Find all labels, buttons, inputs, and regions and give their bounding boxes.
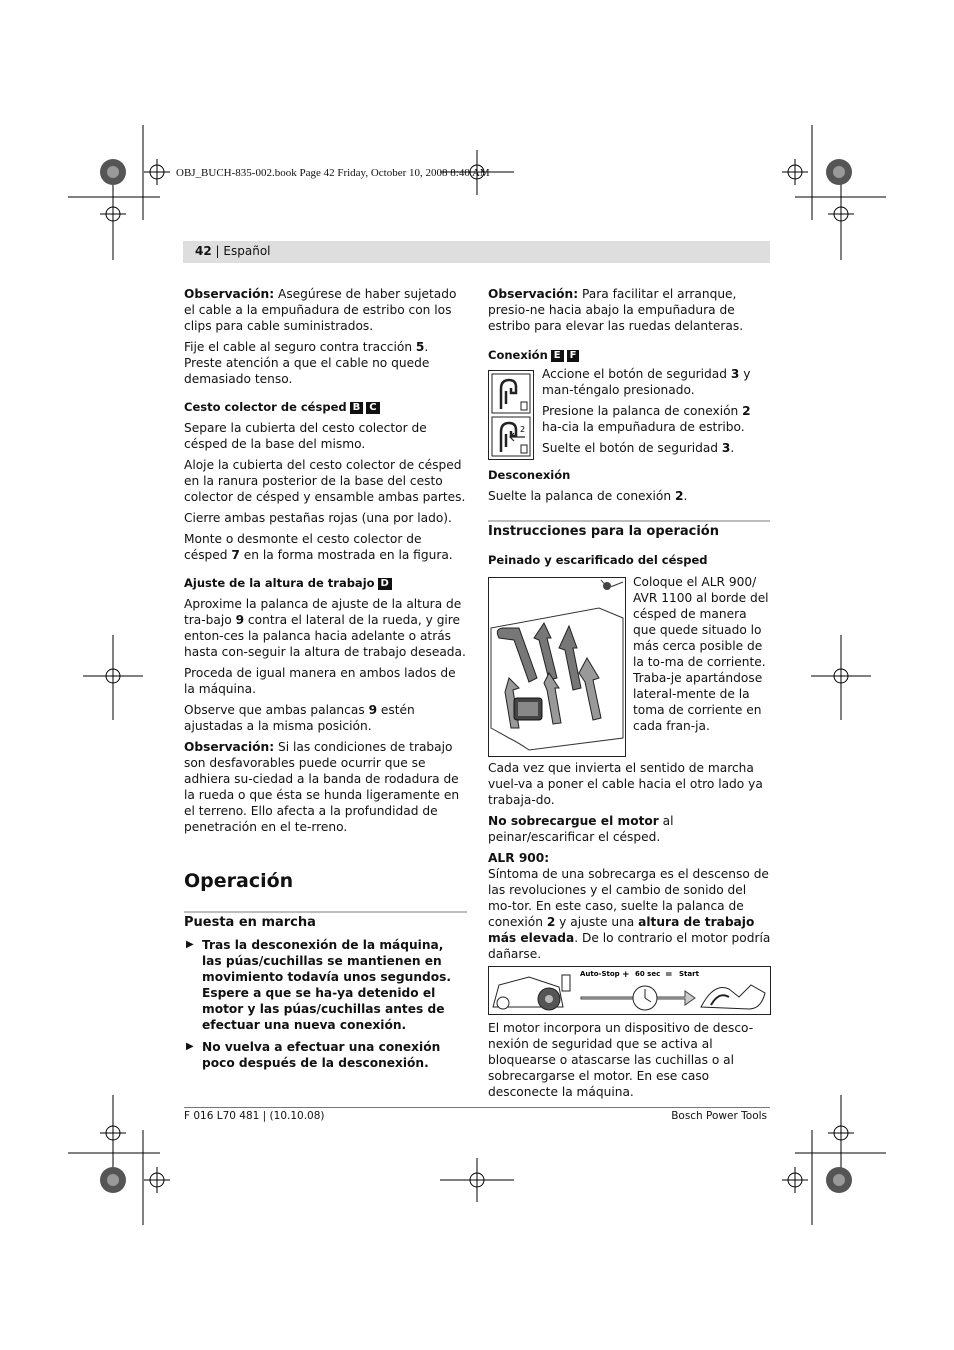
auto-stop-illustration xyxy=(489,967,770,1014)
section-heading-ajuste: Ajuste de la altura de trabajo D xyxy=(184,575,467,591)
page-number: 42 xyxy=(195,244,212,258)
section-rule xyxy=(488,520,770,522)
auto-stop-label: Auto-Stop xyxy=(580,970,620,978)
section-heading-instrucciones: Instrucciones para la operación xyxy=(488,524,719,539)
footer-doc-id: F 016 L70 481 | (10.10.08) xyxy=(184,1110,325,1122)
arrow-bullet-icon: ▶ xyxy=(186,1041,194,1052)
peinado-text: Coloque el ALR 900/ AVR 1100 al borde del césped de manera que quede situado lo más cerca posible de la to-ma de corriente. Traba-je apartándose lateral-mente de la toma de corriente en cada fran-ja. xyxy=(633,575,769,733)
alr-heading: ALR 900: xyxy=(488,851,550,865)
paragraph: Síntoma de una sobrecarga es el descenso de las revoluciones y el cambio de sonido del mo-tor. En este caso, suelte la palanca de conexión 2 y ajuste una altura de trabajo más elevada. De lo contrario el motor podría dañarse. xyxy=(488,867,771,961)
figure-ref-badge: B xyxy=(350,402,364,414)
paragraph: Aproxime la palanca de ajuste de la altura de tra-bajo 9 contra el lateral de la rueda, y gire enton-ces la palanca hacia adelante o atrás hasta con-seguir la altura de trabajo deseada. xyxy=(184,597,466,659)
note-paragraph: Observación: Asegúrese de haber sujetado el cable a la empuñadura de estribo con los clips para cable suministrados. xyxy=(184,287,457,333)
section-heading-cesto: Cesto colector de césped B C xyxy=(184,399,467,415)
header-separator: | xyxy=(215,244,220,258)
desconexion-block xyxy=(488,467,771,509)
paragraph: Monte o desmonte el cesto colector de césped 7 en la forma mostrada en la figura. xyxy=(184,532,453,562)
header-language: Español xyxy=(223,244,271,258)
right-column-top xyxy=(488,286,771,368)
figure-ref-badge: F xyxy=(567,350,580,362)
warning-list xyxy=(184,937,467,1077)
paragraph: Proceda de igual manera en ambos lados de la máquina. xyxy=(184,666,456,696)
section-heading-puesta: Puesta en marcha xyxy=(184,915,316,930)
motor-protection-paragraph: El motor incorpora un dispositivo de desco-nexión de seguridad que se activa al bloquearse o atascarse las cuchillas o al sobrecargarse el motor. En ese caso desconecte la máquina. xyxy=(488,1021,754,1099)
equals-label: = xyxy=(665,970,673,980)
step: Presione la palanca de conexión 2 ha-cia la empuñadura de estribo. xyxy=(542,404,751,434)
lawn-pattern-figure xyxy=(488,577,626,757)
paragraph: Suelte la palanca de conexión 2. xyxy=(488,489,688,503)
auto-stop-figure xyxy=(488,966,771,1015)
switch-procedure-figure xyxy=(488,370,534,460)
note-paragraph: Observación: Si las condiciones de trabajo son desfavorables puede ocurrir que se adhiera su-ciedad a la banda de rodadura de la rueda o que ésta se hunda ligeramente en el terreno. Ello afecta a la profundidad de penetración en el te-rreno. xyxy=(184,740,460,834)
switch-handle-icon xyxy=(489,371,533,459)
paragraph: Observe que ambas palancas 9 estén ajustadas a la misma posición. xyxy=(184,703,415,733)
section-rule xyxy=(184,911,467,913)
section-heading-desconexion: Desconexión xyxy=(488,468,571,482)
arrow-bullet-icon: ▶ xyxy=(186,939,194,950)
warning-item: ▶ Tras la desconexión de la máquina, las púas/cuchillas se mantienen en movimiento todavía unos segundos. Espere a que se ha-ya detenido el motor y las púas/cuchillas antes de efectuar una nueva conexión. xyxy=(186,938,451,1032)
lawn-pattern-illustration xyxy=(489,578,625,756)
plus-label: + xyxy=(622,970,630,980)
paragraph: Fije el cable al seguro contra tracción 5. Preste atención a que el cable no quede demasiado tenso. xyxy=(184,340,430,386)
figure-ref-badge: D xyxy=(378,578,392,590)
paragraph: Aloje la cubierta del cesto colector de césped en la ranura posterior de la base del cesto colector de césped y ensamble ambas partes. xyxy=(184,458,466,504)
lever-number-label: 2 xyxy=(520,425,526,434)
paragraph: No sobrecargue el motor al peinar/escarificar el césped. xyxy=(488,814,674,844)
conexion-steps xyxy=(542,366,772,461)
subheading-peinado: Peinado y escarificado del césped xyxy=(488,553,708,567)
paragraph: Cada vez que invierta el sentido de marcha vuel-va a poner el cable hacia el otro lado ya trabaja-do. xyxy=(488,761,763,807)
timer-label: 60 sec xyxy=(635,970,661,978)
page-header-bar xyxy=(183,241,770,263)
note-paragraph: Observación: Para facilitar el arranque, presio-ne hacia abajo la empuñadura de estribo para elevar las ruedas delanteras. xyxy=(488,287,744,333)
figure-ref-badge: E xyxy=(551,350,564,362)
step: Accione el botón de seguridad 3 y man-téngalo presionado. xyxy=(542,367,751,397)
figure-ref-badge: C xyxy=(366,402,379,414)
paragraph: Cierre ambas pestañas rojas (una por lado). xyxy=(184,511,452,525)
warning-item: ▶ No vuelva a efectuar una conexión poco después de la desconexión. xyxy=(186,1040,441,1070)
file-info-line: OBJ_BUCH-835-002.book Page 42 Friday, October 10, 2008 8:40 AM xyxy=(176,167,490,179)
footer-brand: Bosch Power Tools xyxy=(671,1110,767,1122)
chapter-title: Operación xyxy=(184,870,294,892)
step: Suelte el botón de seguridad 3. xyxy=(542,441,735,455)
section-heading-conexion: Conexión E F xyxy=(488,347,771,363)
footer-rule xyxy=(184,1107,770,1108)
right-column-bottom xyxy=(488,760,771,983)
start-label: Start xyxy=(679,970,699,978)
paragraph: Separe la cubierta del cesto colector de césped de la base del mismo. xyxy=(184,421,427,451)
left-column xyxy=(184,286,467,840)
